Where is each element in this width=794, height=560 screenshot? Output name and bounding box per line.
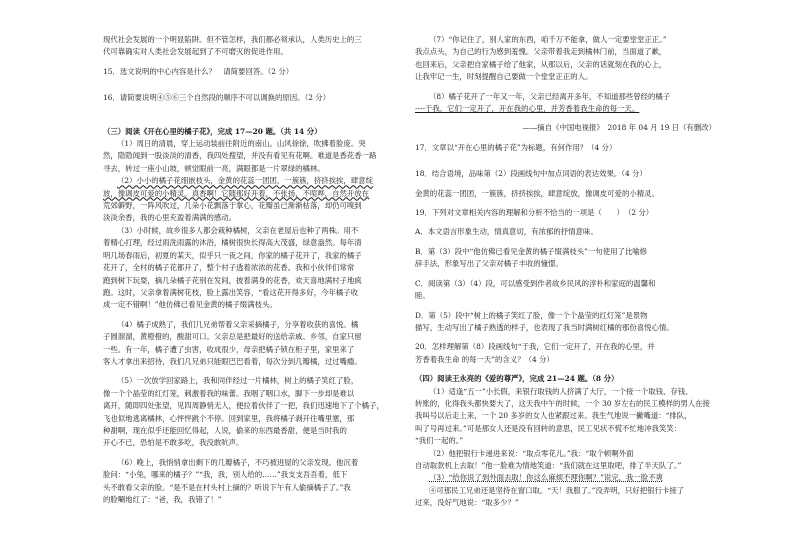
paragraph-line: 脸问：“小兔，哪来的橘子？”“我，我，别人给的……”我支支吾吾着，低下 <box>103 470 348 480</box>
paragraph-line: 客人才拿出来招待，我们几兄弟只能眼巴巴看着，每次分到几瓣橘，过过嘴瘾。 <box>103 356 362 366</box>
paragraph-line: 转账的，化得我头都快要大了，这天我中午的时候，一个 30 岁左右的民工模样的男人在接 <box>415 398 710 408</box>
question-17: 17．文章以“开在心里的橘子花”为标题，有何作用？（4 分） <box>415 142 617 152</box>
option-b-cont: 辞手法，形象写出了父亲对橘子丰收的憧憬。 <box>415 259 563 269</box>
paragraph-line: 离开，随即四处张望，见四周静悄无人，便拉着伙伴了一把，我们迅速地下了个橘子， <box>103 401 384 411</box>
paragraph-line: 跑到树下玩耍，摘几朵橘子花别在发间，披着满身的花香，欢天喜地满村子地疯 <box>103 275 362 285</box>
paragraph-line: 叫了号再过来。”可是那女人还是没有回转的意思，民工见状不慌不忙地冲我笑笑： <box>415 423 682 433</box>
option-d-cont: 描写，生动写出了橘子熟透的样子，也表现了我当时满树红橘的那份喜悦心情。 <box>415 322 674 332</box>
paragraph-line: 花开了，全村的橘子花都开了，整个村子透着浓浓的花香。我和小伙伴们常常 <box>103 263 355 273</box>
paragraph-line: 成一定不错啊！”他仿佛已看见金黄的橘子缀满枝头。 <box>103 300 277 310</box>
paragraph-line: 头不敢看父亲的脸。“是不是在村头村上摘的？听说下午有人偷摘橘子了。”我 <box>103 482 351 492</box>
paragraph-2 <box>103 175 404 225</box>
paragraph-8 <box>415 91 720 116</box>
question-19: 19．下列对文章相关内容的理解和分析不恰当的一项是（ ） （2 分） <box>415 208 654 218</box>
underlined-line <box>103 175 404 187</box>
question-18: 18．结合语境，品味第（2）段画线句中加点词语的表达效果。（4 分） <box>415 169 647 179</box>
paragraph-line: 明几场春雨后，初夏的某天，似乎只一夜之间，你家的橘子花开了，我家的橘子 <box>103 250 362 260</box>
option-c-cont: 睦。 <box>415 291 430 301</box>
paragraph-line: （4）橘子成熟了，我们几兄弟帮着父亲采摘橘子，分享着收获的喜悦。橘 <box>117 319 359 329</box>
paragraph-line: （2）他把银行卡递进来说：“取点零花儿。”我：“取个顿啊外面 <box>429 448 634 458</box>
paragraph-line: 一些。有一年，橘子遭了虫害，收成很少，母亲把橘子锁在柜子里，家里来了 <box>103 344 355 354</box>
question-16: 16．请简要说明④⑤⑥三个自然段的顺序不可以调换的原因。（2 分） <box>103 93 331 103</box>
story-paragraph-2 <box>415 448 720 473</box>
paragraph-line: 着精心打理，经过雨洗雨露的沐浴，橘树很快长得高大茂盛，绿意盎然。每年清 <box>103 238 362 248</box>
paragraph-line: 然，隐隐闻到一股淡淡的清香，我四处搜望，并没有看见有花啊。难道是香花香一路 <box>103 151 377 161</box>
paragraph-line: 淡淡余香，我的心里充盈着满满的感动。 <box>103 213 237 223</box>
story-paragraph-3 <box>415 472 720 484</box>
underlined-line <box>103 188 404 200</box>
paragraph-line: 我叫号以后走上来，一个 20 多岁的女人也紧跟过来。我生气地说一撇嘴道：“排队， <box>415 411 692 421</box>
underlined-sentence: （3）“给你说了到外面去取！你这么麻烦不理你啊？”说完，我一脸不爽 <box>429 473 663 483</box>
underlined-sentence: ----于我，它们一定开了，开在我的心里，并芳香着我生命的每一天。 <box>415 104 640 114</box>
story-paragraph-4-cont: 过来，没好气地说：“取多少？” <box>415 498 519 508</box>
paragraph-line: （5）一次放学回家路上，我和同伴经过一片橘林，树上的橘子笑红了脸， <box>117 376 359 386</box>
question-20-cont: 芳香着我生命 的每一天”的含义？（4 分） <box>415 354 554 364</box>
paragraph-5 <box>103 375 404 449</box>
paragraph-line: 自动取款机上去取！”他一脸难为情地笑道：“我们就在这里取吧，排了半天队了。” <box>415 460 682 470</box>
paragraph-3 <box>103 225 404 312</box>
option-d: D．第（5）段中“树上的橘子笑红了脸，像一个个晶莹的红灯笼”是景物 <box>415 310 648 320</box>
question-20: 20．怎样理解第（8）段画线句“于我，它们一定开了，开在我的心里，并 <box>415 342 655 352</box>
paragraph-line: 种甜啊，现在似乎还能回忆得起，人说，偷来的东西最香甜，便是当时我的 <box>103 425 347 435</box>
paragraph-line: “我们一起的。” <box>415 436 464 446</box>
source-citation: ——摘自《中国电视报》 2018 年 04 月 19 日（有删改） <box>522 123 716 133</box>
option-c: C．阅读第（3）（4）段，可以感受到作者故乡民风的淳朴和家庭的温馨和 <box>415 278 656 288</box>
right-column <box>415 34 720 510</box>
paragraph-line: （6）晚上，我悄悄拿出剩下的几瓣橘子，不巧被进屋的父亲发现。他沉着 <box>117 457 359 467</box>
question-18-sentence: 金黄的花蕊一团团，一簇簇，挤挤挨挨，肆意绽放，像调皮可爱的小精灵。 <box>415 188 659 198</box>
underlined-sentence: 放，像调皮可爱的小精灵。真香啊！它随那好开着，不张扬，不喧哗，自然开放在 <box>103 188 370 198</box>
paragraph-7 <box>415 34 720 84</box>
option-b: B．第（3）段中“他仿佛已看见金黄的橘子缀满枝头”一句使用了比喻修 <box>415 246 648 256</box>
underlined-sentence: （2）小小的橘子花细嵌枝头，金黄的花蕊一团团，一簇簇，挤挤挨挨，肆意绽 <box>117 176 373 186</box>
story-paragraph-4: ④可那民工兄弟还是坚持在窗口取。“天！我服了。”没弄明，只好把银行卡接了 <box>429 485 685 495</box>
paragraph-line: 跑。这时，父亲拿着满树花枝，脸上露出笑容，“看这花开得多好，今年橘子收 <box>103 287 359 297</box>
intro-line-2: 代可靠确实对人类社会发展起到了不可磨灭的促进作用。 <box>103 47 288 57</box>
paragraph-line: 荒郊僻野，一阵风吹过，几朵小花飘落于掌心，花瓣虽已渐渐枯落，却仍可嗅到 <box>103 201 362 211</box>
paragraph-6 <box>103 457 404 507</box>
story-paragraph-1 <box>415 386 720 448</box>
paragraph-line: 子圆溜溜，黄橙橙的，酸甜可口。父亲总是把最好的送给亲戚、乡邻，自家只留 <box>103 332 362 342</box>
section-3-heading: （三）阅读《开在心里的橘子花》，完成 17—20 题。（共 14 分） <box>103 126 322 136</box>
paragraph-line: 开心不已，恐怕是不敢多吃，我没敢吭声。 <box>103 438 244 448</box>
paragraph-line: （1）适逢“五一”小长假，来银行取钱的人挤满了大厅，一个接一个取钱、存钱、 <box>429 386 693 396</box>
paragraph-line: 像一个个晶莹的红灯笼，刺激着我的味蕾。我咽了咽口水，脚下一步却是难以 <box>103 388 355 398</box>
paragraph-line: （8）橘子花开了一年又一年，父亲已经离开多年，不知道那些曾经的橘子 <box>429 91 671 101</box>
paragraph-line: （7）“你记住了，别人家的东西，咱千万不能拿，做人一定要堂堂正正。” <box>429 35 667 44</box>
paragraph-line: 飞也似地逃离橘林，心怦怦跳个不停。回到家里，我将橘子剥开往嘴里塞，那 <box>103 413 355 423</box>
intro-line-1: 现代社会发展的一个明显陷阱。但不管怎样，我们都必须承认，人类历史上的三 <box>103 35 362 44</box>
paragraph-line: 也回来后，父亲把自家橘子给了他家，从那以后，父亲的话就刻在我的心上， <box>415 59 667 69</box>
underlined-line <box>415 103 720 115</box>
section-4-heading: （四）阅读王永亮的《爱的尊严》，完成 21—24 题。（8 分） <box>415 374 619 384</box>
paragraph-line: 我点点头，为自己的行为感到羞愧。父亲带着我走到橘林门前，当面道了歉， <box>415 47 667 57</box>
question-15: 15．选文说明的中心内容是什么？ 请简要回答。（2 分） <box>103 66 294 76</box>
paragraph-line: （3）小时候，故乡很多人都会栽种橘树，父亲在老屋后也种了两株。用不 <box>117 225 359 235</box>
paragraph-line: 让我牢记一生，时刻提醒自己要做一个堂堂正正的人。 <box>415 72 593 82</box>
paragraph-1 <box>103 138 404 175</box>
paragraph-4 <box>103 319 404 369</box>
option-a: A．本文语言形象生动，情真意切，有浓郁的抒情意味。 <box>415 227 598 237</box>
paragraph-line: 寻去，转过一座小山坡，顿觉眼前一亮，满眼都是一片翠绿的橘林。 <box>103 163 325 173</box>
paragraph-line: （1）周日的清晨，穿上运动装前往附近的南山。山风徐徐，吹拂着脸庞。突 <box>117 139 366 149</box>
paragraph-line: 的脸唰地红了：“爸，我，我错了！” <box>103 495 222 504</box>
left-column <box>103 34 404 506</box>
